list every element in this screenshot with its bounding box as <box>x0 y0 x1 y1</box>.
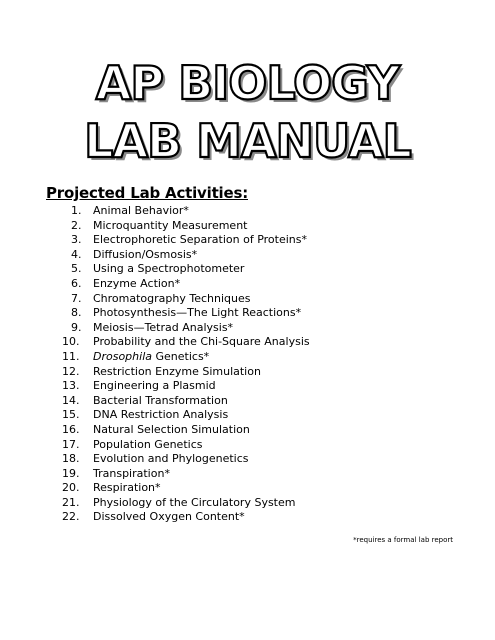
page-title-line-2: LAB MANUAL <box>84 114 411 168</box>
list-item <box>62 496 310 511</box>
lab-activity-list <box>62 204 310 525</box>
list-item-number: 13. <box>62 379 80 393</box>
list-item-label: Photosynthesis—The Light Reactions* <box>93 306 302 320</box>
list-item <box>62 262 310 277</box>
list-item <box>62 204 310 219</box>
list-item-number: 14. <box>62 393 80 407</box>
list-item-number: 6. <box>71 276 82 290</box>
list-item-label: DNA Restriction Analysis <box>93 408 229 422</box>
list-item <box>62 481 310 496</box>
list-item-number: 4. <box>71 247 82 261</box>
list-item-number: 15. <box>62 408 80 422</box>
list-item-number: 1. <box>71 204 82 217</box>
list-item-label: Microquantity Measurement <box>93 218 248 232</box>
list-item <box>62 233 310 248</box>
list-item <box>62 335 310 350</box>
list-item-number: 2. <box>71 218 82 232</box>
list-item-label-italic: Drosophila <box>93 349 152 363</box>
list-item-number: 5. <box>71 262 82 276</box>
list-item-number: 3. <box>71 233 82 247</box>
list-item-number: 9. <box>71 320 82 334</box>
list-item-label: Dissolved Oxygen Content* <box>93 510 245 524</box>
list-item-label: Enzyme Action* <box>93 276 181 290</box>
list-item-label: Natural Selection Simulation <box>93 422 250 436</box>
list-item-label: Electrophoretic Separation of Proteins* <box>93 233 307 247</box>
footnote: *requires a formal lab report <box>353 536 453 544</box>
list-item-label: Probability and the Chi-Square Analysis <box>93 335 310 349</box>
list-item-label-rest: Genetics* <box>152 349 210 363</box>
list-item <box>62 248 310 263</box>
list-item-number: 22. <box>62 510 80 524</box>
list-item-label: Engineering a Plasmid <box>93 379 216 393</box>
list-item <box>62 365 310 380</box>
list-item-number: 19. <box>62 466 80 480</box>
list-item-number: 18. <box>62 452 80 466</box>
list-item-number: 21. <box>62 495 80 509</box>
list-item-label: Restriction Enzyme Simulation <box>93 364 261 378</box>
list-item-number: 12. <box>62 364 80 378</box>
list-item <box>62 219 310 234</box>
list-item-number: 16. <box>62 422 80 436</box>
list-item-number: 20. <box>62 481 80 495</box>
list-item-label: Population Genetics <box>93 437 203 451</box>
list-item-label: Bacterial Transformation <box>93 393 228 407</box>
list-item <box>62 423 310 438</box>
list-item-label: Animal Behavior* <box>93 204 189 217</box>
list-item-label: Transpiration* <box>93 466 170 480</box>
list-item-label <box>93 350 209 365</box>
list-item <box>62 277 310 292</box>
list-item-number: 11. <box>62 349 80 363</box>
list-item-label: Using a Spectrophotometer <box>93 262 245 276</box>
list-item <box>62 467 310 482</box>
list-item <box>62 321 310 336</box>
list-item-number: 10. <box>62 335 80 349</box>
list-item-label: Respiration* <box>93 481 161 495</box>
list-item <box>62 394 310 409</box>
list-item <box>62 510 310 525</box>
list-item-number: 7. <box>71 291 82 305</box>
list-item-number: 17. <box>62 437 80 451</box>
list-item-label: Physiology of the Circulatory System <box>93 495 296 509</box>
list-item-label: Meiosis—Tetrad Analysis* <box>93 320 234 334</box>
list-item-label: Diffusion/Osmosis* <box>93 247 198 261</box>
list-item <box>62 379 310 394</box>
list-item <box>62 350 310 365</box>
list-item <box>62 292 310 307</box>
list-item-label: Chromatography Techniques <box>93 291 251 305</box>
list-item-number: 8. <box>71 306 82 320</box>
list-item <box>62 438 310 453</box>
section-heading: Projected Lab Activities: <box>46 184 248 202</box>
list-item-label: Evolution and Phylogenetics <box>93 452 249 466</box>
page-title-line-1: AP BIOLOGY <box>95 56 400 110</box>
list-item <box>62 452 310 467</box>
list-item <box>62 306 310 321</box>
list-item <box>62 408 310 423</box>
